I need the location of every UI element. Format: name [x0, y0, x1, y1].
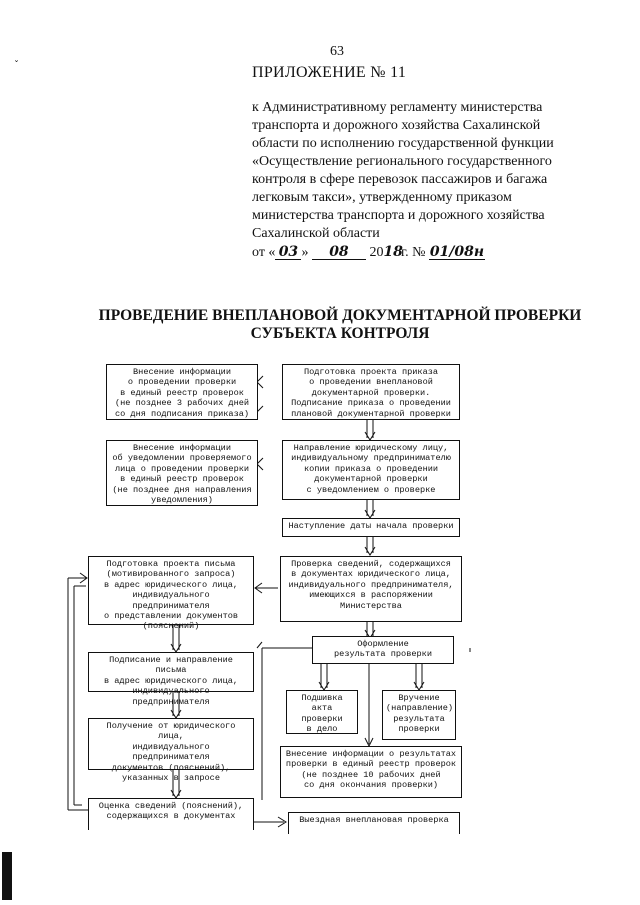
box-registry-initial: Внесение информации о проведении проверки в единый реестр проверок (не позднее 3 рабочих дней со дня подписания приказа) [106, 364, 258, 420]
regulation-line: легковым такси», утвержденному приказом [252, 190, 512, 205]
date-quote: » [301, 245, 309, 260]
box-prepare-letter: Подготовка проекта письма (мотивированного запроса) в адрес юридического лица, индивидуального предпринимателя о представлении документов (пояснений) [88, 556, 254, 625]
box-deliver-result: Вручение (направление) результата проверки [382, 690, 456, 740]
date-month: 08 [312, 245, 366, 260]
title-line-2: СУБЪЕКТА КОНТРОЛЯ [250, 325, 430, 342]
box-evaluate: Оценка сведений (пояснений), содержащихся в документах [88, 798, 254, 830]
order-number: 01/08н [429, 244, 485, 260]
box-registry-notice: Внесение информации об уведомлении проверяемого лица о проведении проверки в единый реестр проверок (не позднее дня направления уведомления) [106, 440, 258, 506]
box-start-date: Наступление даты начала проверки [282, 518, 460, 537]
regulation-line: транспорта и дорожного хозяйства Сахалинской [252, 118, 541, 133]
regulation-line: области по исполнению государственной функции [252, 136, 554, 151]
box-onsite: Выездная внеплановая проверка [288, 812, 460, 834]
box-result: Оформление результата проверки [312, 636, 454, 664]
binding-mark [2, 852, 12, 900]
margin-mark: ˇ [14, 60, 19, 71]
page-number: 63 [330, 44, 344, 59]
date-day: 03 [275, 245, 301, 260]
date-prefix: от « [252, 245, 276, 260]
box-registry-result: Внесение информации о результатах проверки в единый реестр проверок (не позднее 10 рабочих дней со дня окончания проверки) [280, 746, 462, 798]
regulation-line: контроля в сфере перевозок пассажиров и багажа [252, 172, 548, 187]
box-check-info: Проверка сведений, содержащихся в документах юридического лица, индивидуального предпринимателя, имеющихся в распоряжении Министерства [280, 556, 462, 622]
regulation-line: «Осуществление регионального государственного [252, 154, 552, 169]
box-send-copy: Направление юридическому лицу, индивидуальному предпринимателю копии приказа о проведении документарной проверки с уведомлением о проверке [282, 440, 460, 500]
regulation-line: министерства транспорта и дорожного хозяйства [252, 208, 545, 223]
date-year-prefix: 20 [369, 245, 384, 260]
box-file-act: Подшивка акта проверки в дело [286, 690, 358, 734]
appendix-title: ПРИЛОЖЕНИЕ № 11 [252, 64, 407, 81]
box-prepare-order: Подготовка проекта приказа о проведении внеплановой документарной проверки. Подписание приказа о проведении плановой документарной проверки [282, 364, 460, 420]
title-line-1: ПРОВЕДЕНИЕ ВНЕПЛАНОВОЙ ДОКУМЕНТАРНОЙ ПРОВЕРКИ [98, 307, 582, 324]
regulation-line: к Административному регламенту министерства [252, 100, 543, 115]
box-receive-docs: Получение от юридического лица, индивидуального предпринимателя документов (пояснений), указанных в запросе [88, 718, 254, 770]
date-year-suffix: 18 [383, 244, 403, 260]
order-number-label: г. № [400, 245, 426, 260]
regulation-line: Сахалинской области [252, 226, 380, 241]
box-sign-letter: Подписание и направление письма в адрес юридического лица, индивидуального предпринимателя [88, 652, 254, 692]
